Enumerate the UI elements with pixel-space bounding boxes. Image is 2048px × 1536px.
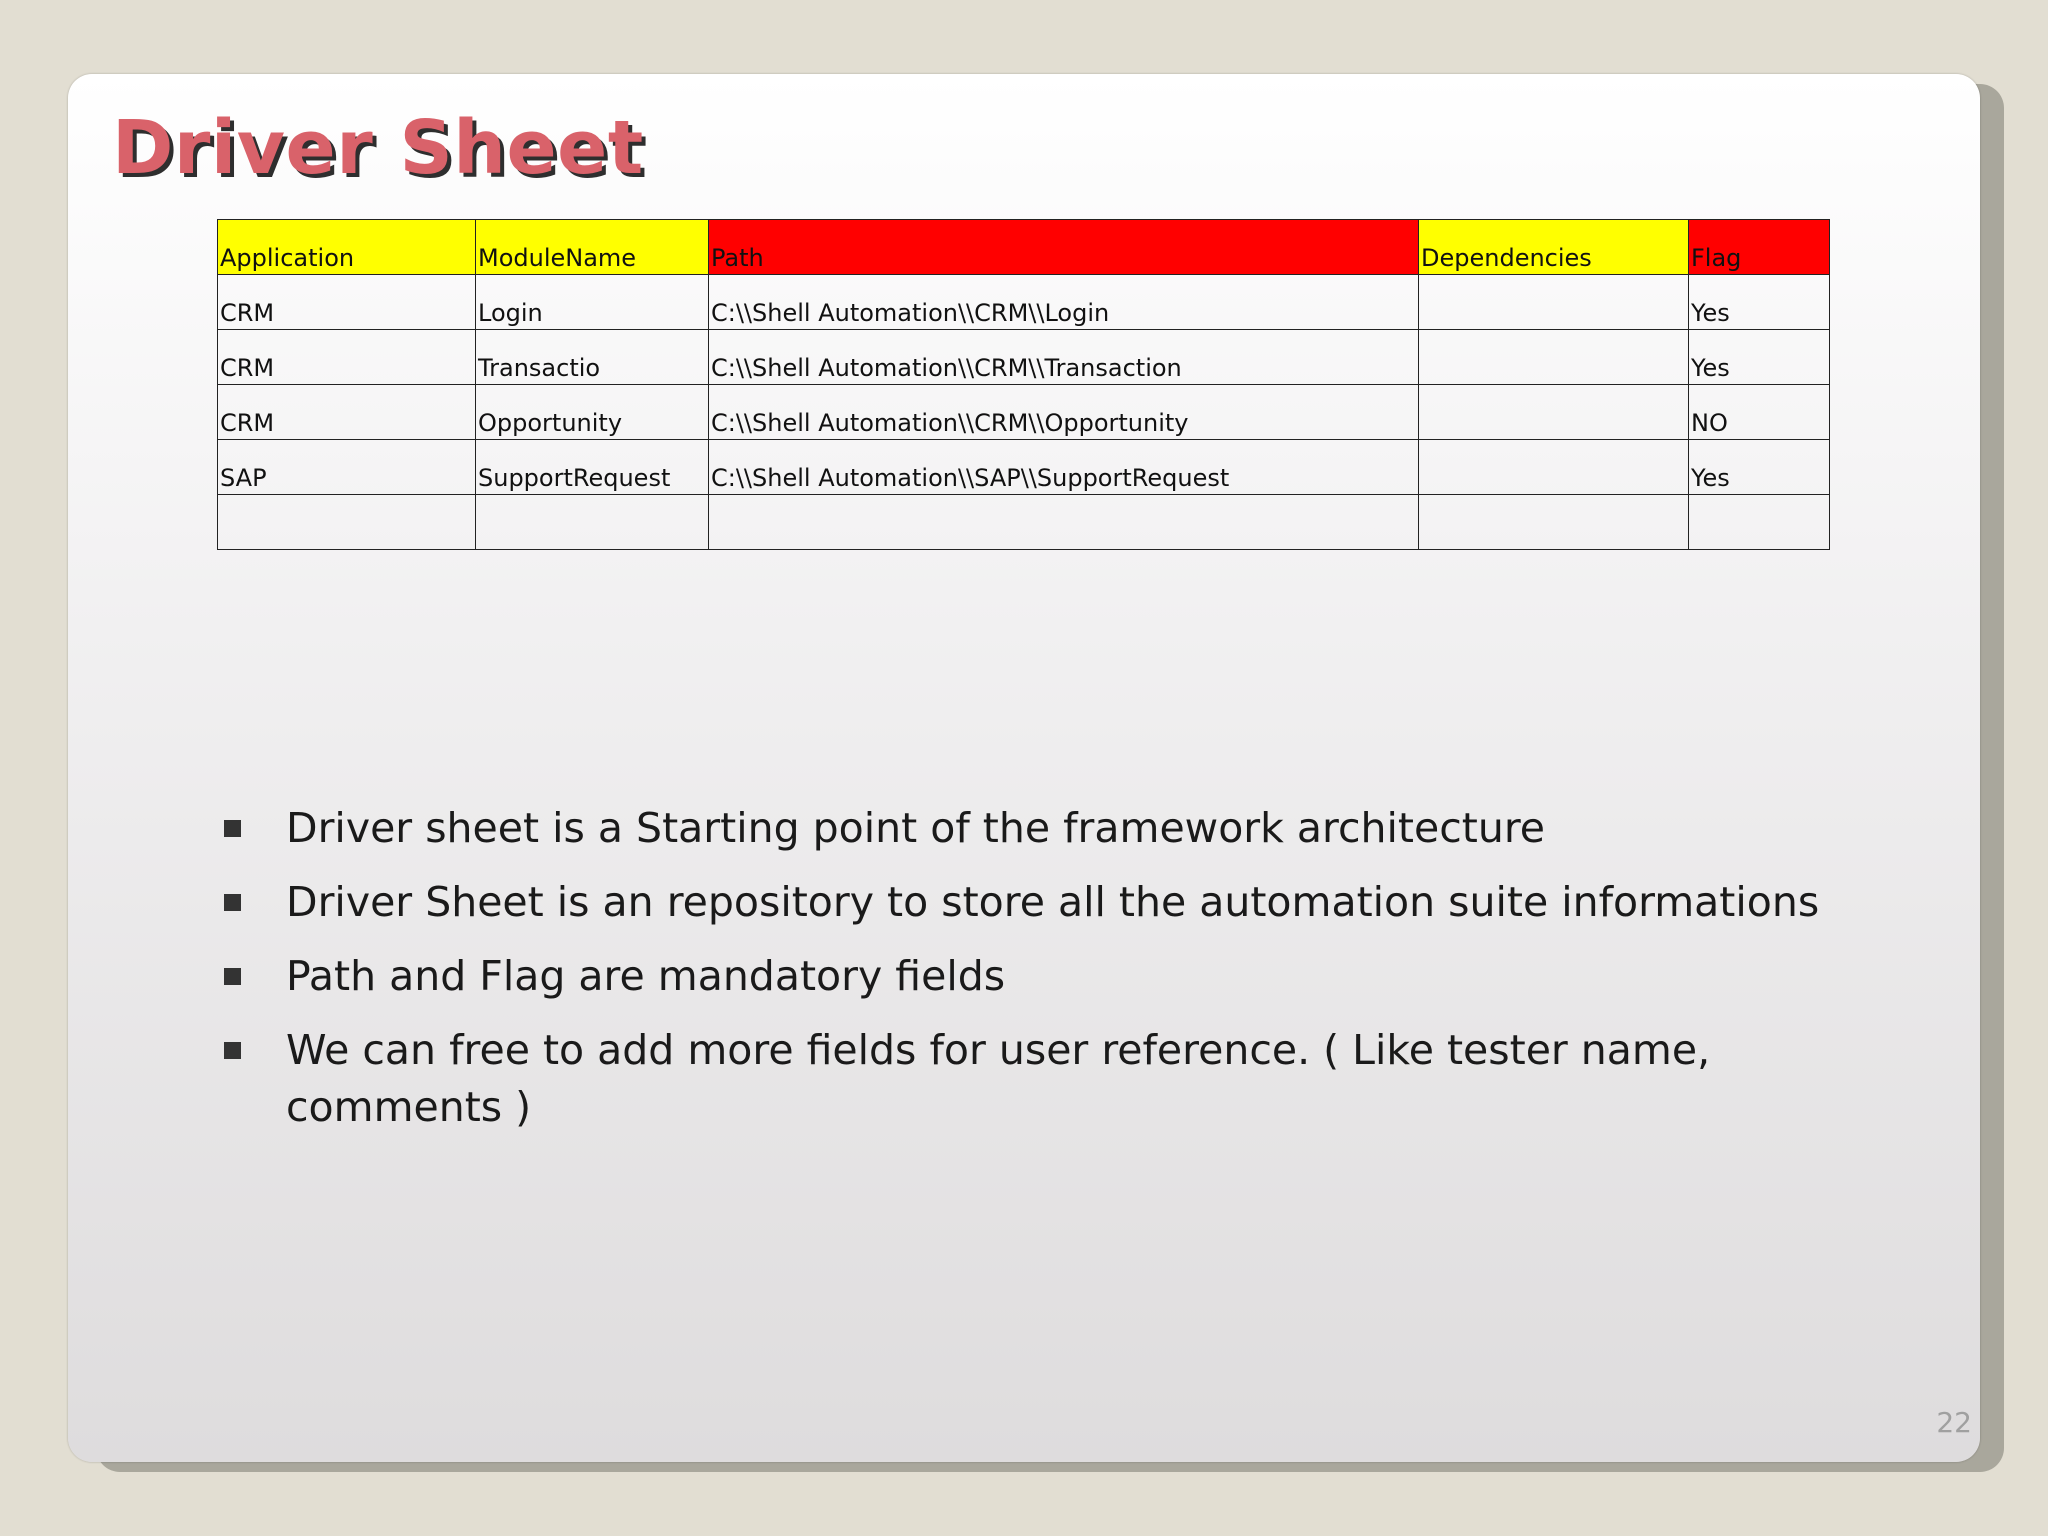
cell-application: CRM	[218, 275, 476, 330]
square-bullet-icon	[224, 1042, 241, 1059]
bullet-text: We can free to add more fields for user reference. ( Like tester name, comments )	[286, 1026, 1711, 1131]
cell-modulename: SupportRequest	[476, 440, 709, 495]
slide-title: Driver Sheet	[112, 105, 644, 191]
cell-dependencies	[1419, 440, 1689, 495]
cell-path: C:\\Shell Automation\\CRM\\Transaction	[709, 330, 1419, 385]
table-row-empty	[218, 495, 1830, 550]
cell-path: C:\\Shell Automation\\SAP\\SupportRequest	[709, 440, 1419, 495]
cell-flag: Yes	[1689, 275, 1830, 330]
header-modulename: ModuleName	[476, 220, 709, 275]
cell-path	[709, 495, 1419, 550]
square-bullet-icon	[224, 894, 241, 911]
cell-dependencies	[1419, 330, 1689, 385]
bullet-item	[222, 800, 1822, 857]
cell-modulename	[476, 495, 709, 550]
driver-sheet-table	[217, 219, 1830, 550]
cell-modulename: Login	[476, 275, 709, 330]
square-bullet-icon	[224, 968, 241, 985]
cell-application	[218, 495, 476, 550]
bullet-text: Path and Flag are mandatory fields	[286, 952, 1006, 1000]
header-dependencies: Dependencies	[1419, 220, 1689, 275]
page-number: 22	[1936, 1406, 1972, 1439]
cell-flag	[1689, 495, 1830, 550]
cell-path: C:\\Shell Automation\\CRM\\Opportunity	[709, 385, 1419, 440]
bullet-item	[222, 948, 1822, 1005]
cell-modulename: Opportunity	[476, 385, 709, 440]
cell-dependencies	[1419, 385, 1689, 440]
table-row	[218, 330, 1830, 385]
table-header-row	[218, 220, 1830, 275]
square-bullet-icon	[224, 820, 241, 837]
bullet-text: Driver Sheet is an repository to store all the automation suite informations	[286, 878, 1820, 926]
cell-flag: Yes	[1689, 330, 1830, 385]
cell-application: SAP	[218, 440, 476, 495]
cell-application: CRM	[218, 385, 476, 440]
table-row	[218, 440, 1830, 495]
cell-dependencies	[1419, 275, 1689, 330]
bullet-text: Driver sheet is a Starting point of the framework architecture	[286, 804, 1546, 852]
cell-flag: Yes	[1689, 440, 1830, 495]
cell-flag: NO	[1689, 385, 1830, 440]
header-path: Path	[709, 220, 1419, 275]
header-flag: Flag	[1689, 220, 1830, 275]
bullet-item	[222, 1022, 1822, 1136]
table-row	[218, 275, 1830, 330]
header-application: Application	[218, 220, 476, 275]
table-row	[218, 385, 1830, 440]
cell-application: CRM	[218, 330, 476, 385]
cell-dependencies	[1419, 495, 1689, 550]
bullet-list	[222, 800, 1822, 1153]
bullet-item	[222, 874, 1822, 931]
cell-modulename: Transactio	[476, 330, 709, 385]
cell-path: C:\\Shell Automation\\CRM\\Login	[709, 275, 1419, 330]
